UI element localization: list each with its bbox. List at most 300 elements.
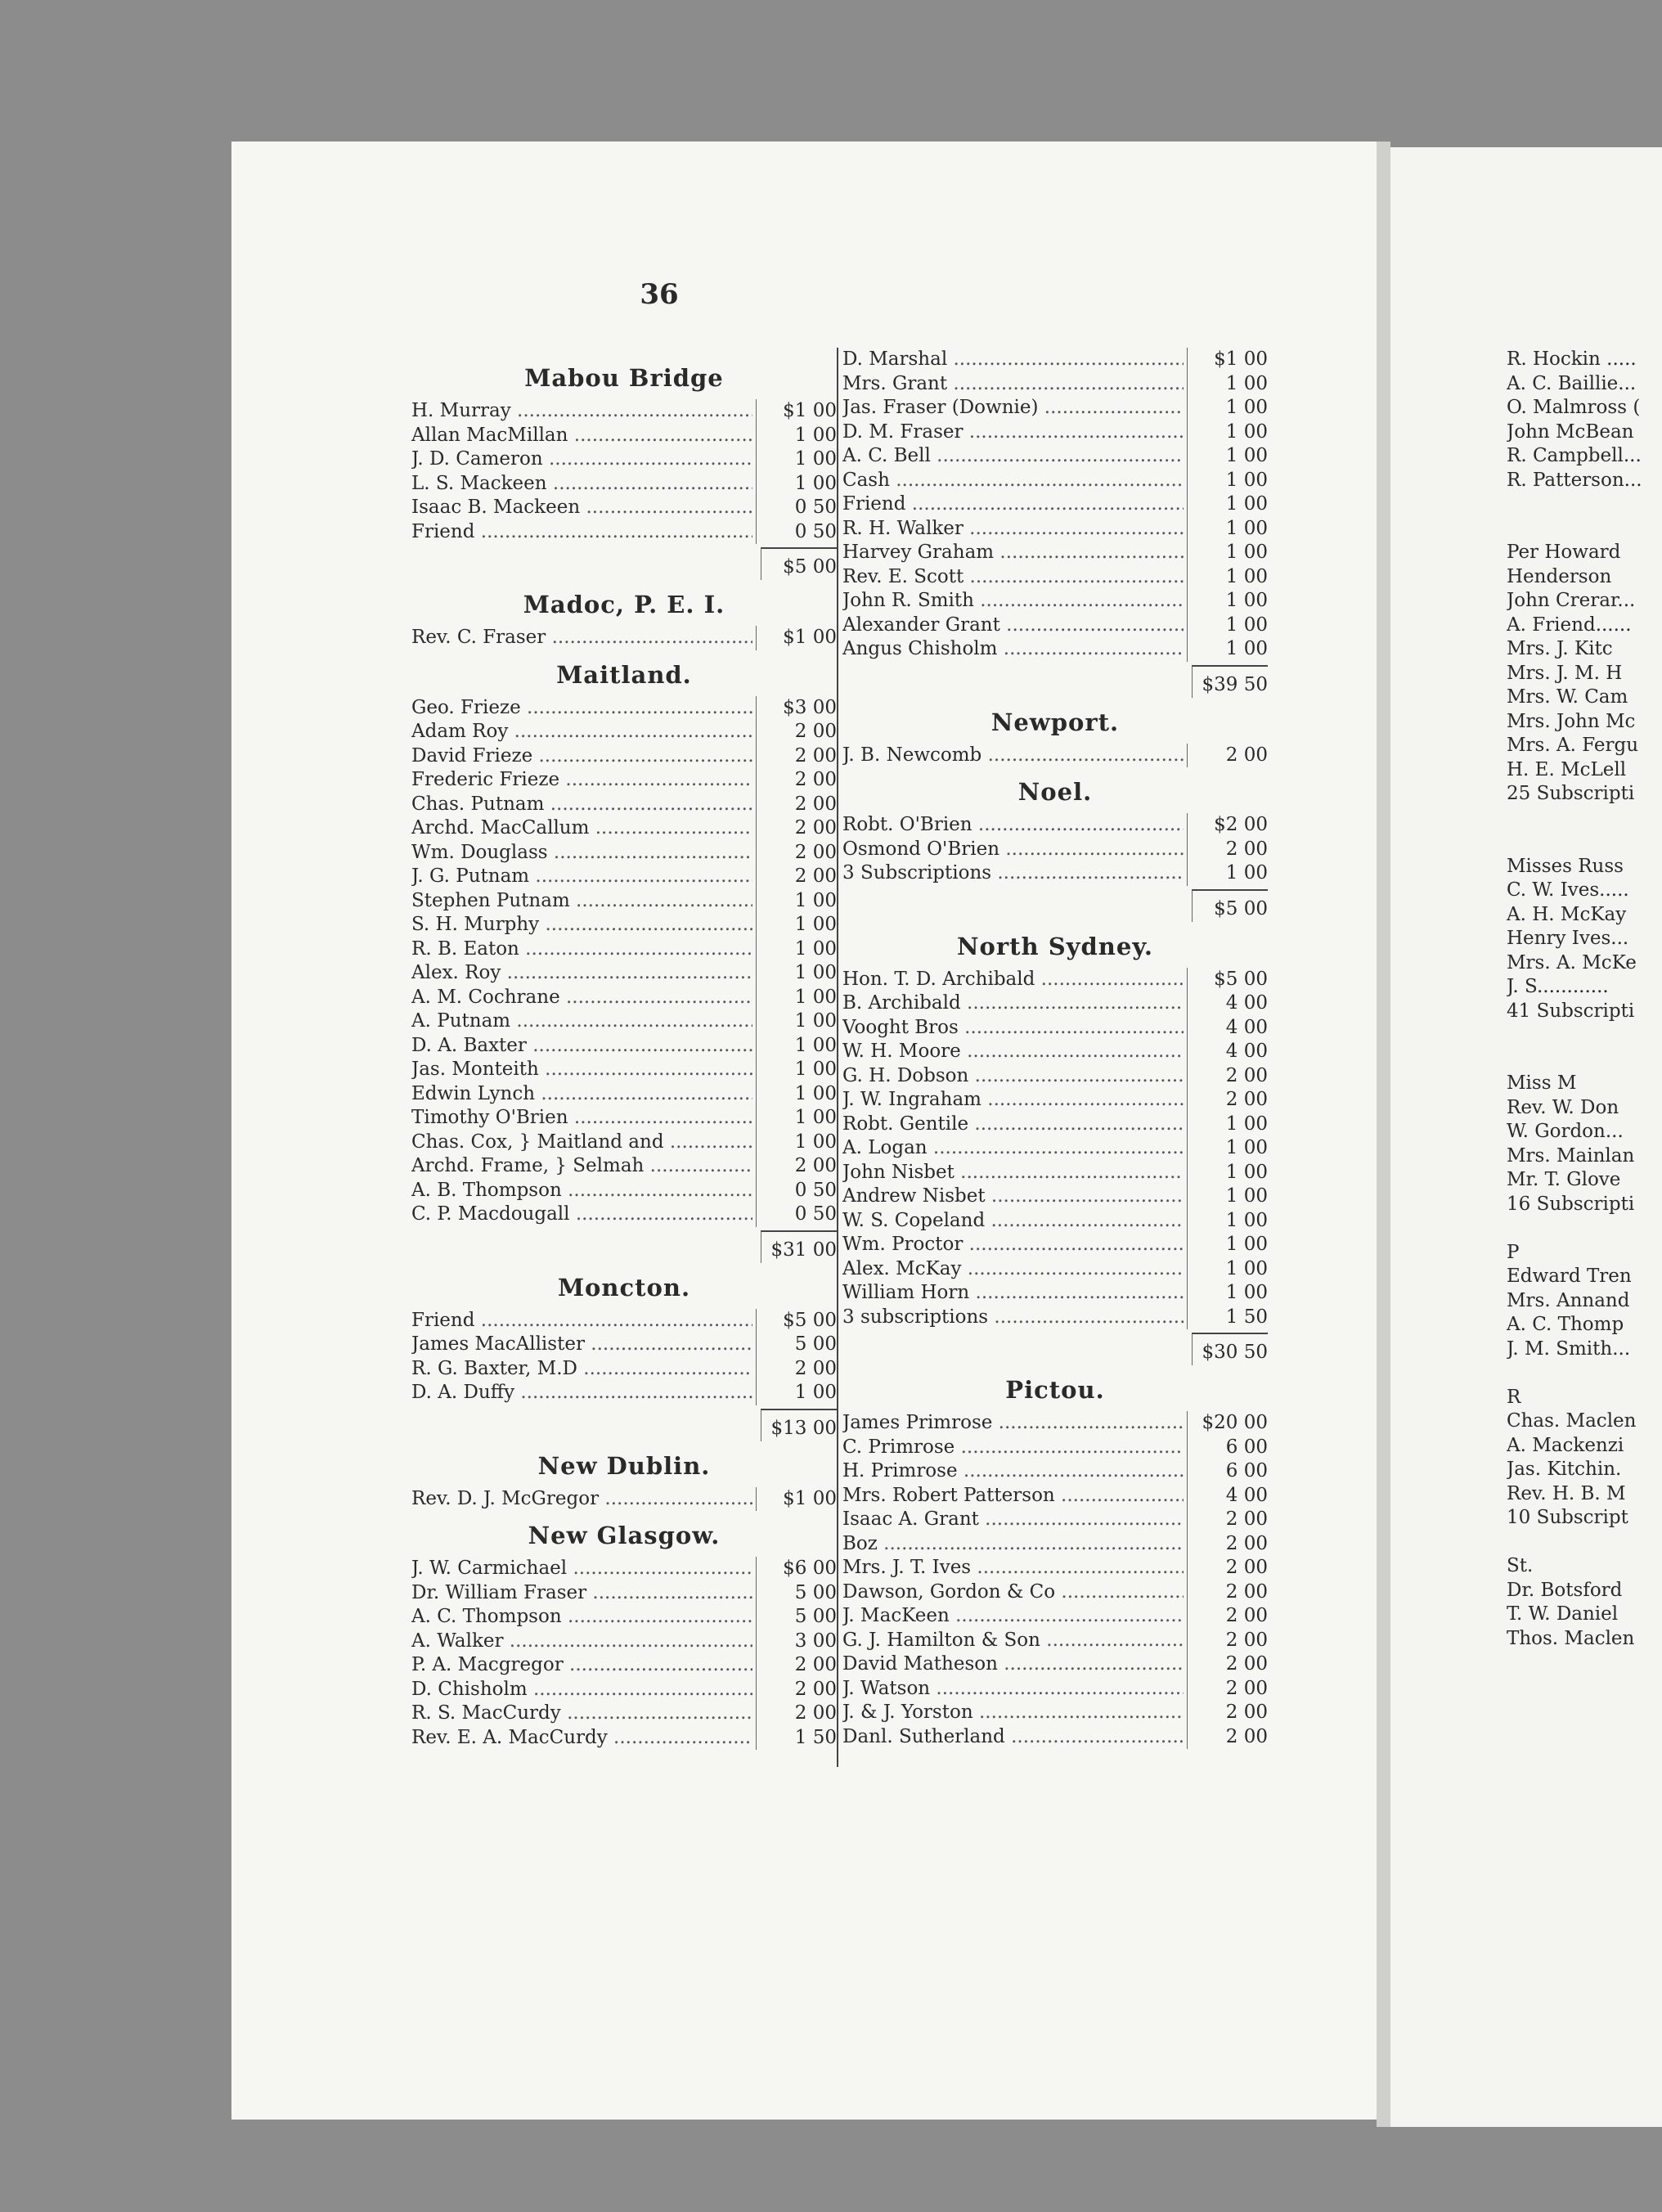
subscription-amount: 0 50 [756,496,837,520]
subscriber-name: S. H. Murphy ..... [411,913,752,937]
subscriber-row [411,626,837,650]
subscription-amount: 1 00 [1187,1209,1268,1234]
subscriber-name: Chas. Putnam ..... [411,793,752,817]
subscriber-row [842,1257,1268,1282]
subscriber-row [842,469,1268,493]
subscriber-name: Osmond O'Brien ..... [842,838,1184,862]
subscriber-name: B. Archibald ..... [842,991,1184,1016]
subscriber-name: J. G. Putnam ..... [411,865,752,889]
subscriber-row [411,1333,837,1357]
cropped-line [1507,1361,1662,1386]
subscription-amount: 2 00 [1187,1508,1268,1532]
subscriber-row [842,744,1268,768]
section-total-amount: $13 00 [761,1409,837,1441]
subscription-amount: 2 00 [756,1653,837,1678]
subscriber-row [842,1701,1268,1725]
subscriber-name: Stephen Putnam ..... [411,889,752,914]
subscriber-row [842,1580,1268,1605]
section [411,1263,837,1441]
cropped-line: Henry Ives... [1507,928,1629,949]
cropped-line: A. C. Thomp [1507,1314,1624,1335]
subscription-column-2 [842,348,1268,1749]
subscription-amount: 1 00 [1187,1161,1268,1185]
section [411,1511,837,1750]
subscriber-row [411,961,837,986]
subscription-amount: 2 00 [756,841,837,865]
subscription-amount: 1 00 [756,472,837,497]
subscription-amount: 1 00 [1187,444,1268,469]
subscriber-name: Jas. Monteith ..... [411,1058,752,1082]
subscription-amount: 1 00 [756,1082,837,1107]
subscriber-row [411,1381,837,1405]
subscriber-name: Allan MacMillan ..... [411,424,752,448]
subscriber-row [842,991,1268,1016]
subscriber-row [411,1309,837,1333]
subscription-amount: 4 00 [1187,1040,1268,1064]
subscriber-name: A. C. Bell ..... [842,444,1184,469]
subscriber-name: C. Primrose ..... [842,1436,1184,1460]
cropped-line: Mrs. Mainlan [1507,1144,1635,1167]
subscriber-name: Vooght Bros ..... [842,1016,1184,1041]
cropped-line: St. [1507,1555,1534,1576]
subscriber-name: John R. Smith ..... [842,589,1184,614]
subscription-amount: $6 00 [756,1557,837,1581]
subscription-amount: 1 00 [756,424,837,448]
subscriber-name: Alex. McKay ..... [842,1257,1184,1282]
subscriber-row [842,1411,1268,1436]
subscriber-row [411,1702,837,1726]
subscriber-name: D. A. Baxter ..... [411,1034,752,1059]
subscriber-row [842,1136,1268,1161]
subscriber-name: Dawson, Gordon & Co ..... [842,1580,1184,1605]
cropped-line: Misses Russ [1507,855,1624,877]
subscriber-name: Edwin Lynch ..... [411,1082,752,1107]
cropped-line [1507,1048,1662,1072]
subscription-amount: 2 00 [756,744,837,769]
cropped-line: J. S............ [1507,976,1609,997]
subscriber-name: James MacAllister ..... [411,1333,752,1357]
subscription-amount: 1 00 [756,889,837,914]
subscriber-name: Timothy O'Brien ..... [411,1106,752,1131]
subscription-amount: 1 00 [756,986,837,1010]
subscription-amount: 4 00 [1187,1016,1268,1041]
subscriber-row [411,816,837,841]
section-title: Pictou. [1005,1376,1105,1404]
page-gutter [1377,142,1390,2127]
subscriber-name: J. Watson ..... [842,1677,1184,1702]
subscriber-row [842,396,1268,420]
subscriber-name: Archd. Frame, } Selmah ..... [411,1154,752,1179]
subscription-amount: $2 00 [1187,813,1268,838]
subscriber-row [842,1064,1268,1089]
section [411,353,837,580]
subscription-amount: 1 00 [1187,1233,1268,1257]
subscriber-row [411,1058,837,1082]
section [411,650,837,1263]
subscriber-name: Rev. D. J. McGregor ..... [411,1487,752,1512]
cropped-line: R. Patterson... [1507,469,1642,491]
section-total-amount: $39 50 [1192,665,1268,698]
cropped-line: Mrs. A. Fergu [1507,735,1639,756]
subscriber-row [411,1557,837,1581]
section [411,1441,837,1512]
subscriber-name: P. A. Macgregor ..... [411,1653,752,1678]
subscriber-row [411,1179,837,1203]
subscriber-name: Mrs. J. T. Ives ..... [842,1556,1184,1580]
section-total [842,886,1268,922]
subscription-amount: 2 00 [756,1702,837,1726]
subscriber-name: Cash ..... [842,469,1184,493]
subscriber-name: D. A. Duffy ..... [411,1381,752,1405]
subscriber-name: Geo. Frieze ..... [411,696,752,721]
subscriber-row [411,986,837,1010]
subscriber-row [411,720,837,744]
subscriber-name: D. M. Fraser ..... [842,420,1184,445]
subscriber-name: D. Marshal ..... [842,348,1184,372]
cropped-line: Henderson [1507,565,1612,587]
subscriber-row [411,399,837,424]
section-title: Maitland. [556,660,692,689]
cropped-line: Mrs. W. Cam [1507,686,1628,708]
cropped-line: Mrs. A. McKe [1507,951,1637,973]
section-total [411,544,837,580]
subscriber-row [842,1556,1268,1580]
subscriber-row [411,841,837,865]
section-total [411,1405,837,1441]
subscriber-row [842,1484,1268,1508]
subscription-amount: 1 00 [756,1034,837,1059]
section-title: Moncton. [557,1273,691,1302]
cropped-line: P [1507,1241,1520,1263]
section-total [842,1329,1268,1365]
section [842,1365,1268,1749]
subscriber-name: Andrew Nisbet ..... [842,1185,1184,1209]
subscriber-row [842,1532,1268,1557]
subscriber-row [411,865,837,889]
subscriber-name: Frederic Frieze ..... [411,768,752,793]
subscription-amount: 2 00 [1187,1677,1268,1702]
subscriber-row [842,1088,1268,1113]
section-title: North Sydney. [957,932,1153,960]
subscriber-row [842,1677,1268,1702]
subscriber-row [411,496,837,520]
subscriber-name: Robt. Gentile ..... [842,1113,1184,1137]
subscriber-name: A. C. Thompson ..... [411,1605,752,1630]
subscriber-name: R. G. Baxter, M.D ..... [411,1357,752,1382]
subscriber-row [411,1678,837,1702]
subscriber-name: Alex. Roy ..... [411,961,752,986]
column-divider [837,348,838,1767]
subscriber-name: Isaac B. Mackeen ..... [411,496,752,520]
subscriber-row [411,1653,837,1678]
cropped-line: Thos. Maclen [1507,1627,1635,1649]
subscriber-name: Hon. T. D. Archibald ..... [842,968,1184,992]
subscriber-name: L. S. Mackeen ..... [411,472,752,497]
subscription-amount: $5 00 [756,1309,837,1333]
subscriber-name: J. D. Cameron ..... [411,447,752,472]
subscriber-row [411,889,837,914]
subscriber-row [842,1508,1268,1532]
subscriber-row [842,492,1268,517]
subscriber-row [842,1233,1268,1257]
subscriber-name: Friend ..... [411,1309,752,1333]
subscription-amount: 1 00 [756,447,837,472]
subscription-amount: 3 00 [756,1630,837,1654]
subscriber-row [411,1605,837,1630]
cropped-line: 41 Subscripti [1507,1000,1635,1022]
section [842,767,1268,922]
subscription-amount: 2 00 [756,1154,837,1179]
subscription-amount: 1 50 [1187,1306,1268,1330]
subscription-amount: 2 00 [756,793,837,817]
cropped-line: John McBean [1507,420,1634,443]
subscriber-name: Wm. Douglass ..... [411,841,752,865]
subscriber-name: R. H. Walker ..... [842,517,1184,542]
subscription-amount: 2 00 [1187,1652,1268,1677]
subscriber-name: J. B. Newcomb ..... [842,744,1184,768]
cropped-line: 10 Subscript [1507,1507,1628,1528]
subscription-amount: $3 00 [756,696,837,721]
cropped-line: R. Hockin ..... [1507,348,1637,370]
cropped-line: A. C. Baillie... [1507,372,1637,394]
subscription-amount: 1 00 [756,1381,837,1405]
subscription-amount: $20 00 [1187,1411,1268,1436]
subscription-amount: 2 00 [756,1357,837,1382]
subscriber-row [842,444,1268,469]
subscription-amount: $1 00 [756,626,837,650]
cropped-line: O. Malmross ( [1507,397,1641,418]
subscriber-row [842,1459,1268,1484]
cropped-line [1507,1531,1662,1555]
section [842,698,1268,768]
subscriber-row [842,1725,1268,1750]
subscriber-name: Rev. E. Scott ..... [842,565,1184,590]
subscription-amount: 1 00 [756,1106,837,1131]
subscriber-name: 3 subscriptions ..... [842,1306,1184,1330]
subscriber-row [411,1630,837,1654]
section-title: Madoc, P. E. I. [523,591,725,618]
subscriber-row [842,565,1268,590]
subscriber-name: Chas. Cox, } Maitland and ..... [411,1131,752,1155]
subscription-amount: 1 00 [756,1009,837,1034]
subscription-amount: 1 00 [1187,614,1268,638]
subscriber-name: D. Chisholm ..... [411,1678,752,1702]
subscriber-row [842,1161,1268,1185]
subscription-amount: 2 00 [1187,744,1268,768]
subscription-amount: 1 00 [1187,861,1268,886]
cropped-line: Per Howard [1507,542,1621,563]
subscriber-row [411,937,837,962]
subscription-amount: $1 00 [756,1487,837,1512]
subscriber-name: 3 Subscriptions ..... [842,861,1184,886]
cropped-line: Chas. Maclen [1507,1410,1637,1432]
section [842,348,1268,698]
cropped-line: Rev. W. Don [1507,1096,1619,1118]
cropped-line: H. E. McLell [1507,758,1627,780]
cropped-line [1507,517,1662,542]
subscriber-row [842,1604,1268,1629]
subscription-amount: 2 00 [756,865,837,889]
subscriber-name: John Nisbet ..... [842,1161,1184,1185]
subscriber-name: A. M. Cochrane ..... [411,986,752,1010]
section [842,922,1268,1366]
subscriber-row [842,637,1268,662]
subscription-amount: 0 50 [756,1203,837,1227]
cropped-line: Mr. T. Glove [1507,1169,1621,1190]
subscription-amount: 2 00 [1187,1064,1268,1089]
subscriber-name: Danl. Sutherland ..... [842,1725,1184,1750]
subscriber-row [842,968,1268,992]
subscription-column-1 [411,353,837,1750]
subscriber-name: Boz ..... [842,1532,1184,1557]
subscriber-row [842,541,1268,565]
cropped-line: John Crerar... [1507,590,1636,611]
cropped-line: Miss M [1507,1072,1577,1094]
section-total [411,1227,837,1263]
subscription-amount: 5 00 [756,1605,837,1630]
subscriber-row [411,424,837,448]
subscriber-name: J. MacKeen ..... [842,1604,1184,1629]
cropped-line: Edward Tren [1507,1266,1632,1287]
subscription-amount: $5 00 [1187,968,1268,992]
cropped-line [1507,807,1662,831]
subscription-amount: 2 00 [756,720,837,744]
subscription-amount: 2 00 [756,816,837,841]
subscriber-name: A. Logan ..... [842,1136,1184,1161]
subscriber-row [842,1016,1268,1041]
subscription-amount: 1 00 [1187,637,1268,662]
subscriber-row [842,861,1268,886]
subscriber-row [411,1034,837,1059]
subscriber-name: Rev. E. A. MacCurdy ..... [411,1726,752,1751]
section-title: New Glasgow. [528,1522,721,1549]
cropped-line [1507,830,1662,855]
subscriber-name: Friend ..... [842,492,1184,517]
subscriber-row [411,1357,837,1382]
subscription-amount: 1 00 [756,1131,837,1155]
subscriber-row [842,348,1268,372]
cropped-line [1507,492,1662,517]
subscriber-name: Friend ..... [411,520,752,545]
cropped-line: T. W. Daniel [1507,1603,1619,1625]
subscriber-name: Wm. Proctor ..... [842,1233,1184,1257]
subscriber-name: C. P. Macdougall ..... [411,1203,752,1227]
subscriber-row [842,1306,1268,1330]
subscription-amount: 5 00 [756,1581,837,1606]
subscriber-row [842,1652,1268,1677]
cropped-line: Mrs. J. Kitc [1507,638,1613,659]
cropped-line [1507,1023,1662,1048]
subscription-amount: 2 00 [756,768,837,793]
subscriber-name: J. W. Carmichael ..... [411,1557,752,1581]
subscriber-row [842,614,1268,638]
section-title: Mabou Bridge [524,364,724,392]
subscription-amount: 1 00 [1187,589,1268,614]
subscription-amount: 1 00 [756,913,837,937]
subscriber-row [842,1113,1268,1137]
subscriber-row [411,1581,837,1606]
subscriber-name: R. B. Eaton ..... [411,937,752,962]
subscription-amount: 1 00 [1187,541,1268,565]
subscription-amount: 1 00 [1187,1136,1268,1161]
subscription-amount: 1 00 [1187,372,1268,397]
subscription-amount: 1 00 [1187,517,1268,542]
subscriber-row [411,472,837,497]
section-title: New Dublin. [537,1451,711,1480]
subscriber-name: Angus Chisholm ..... [842,637,1184,662]
subscriber-name: Isaac A. Grant ..... [842,1508,1184,1532]
subscriber-row [842,1209,1268,1234]
subscriber-row [411,520,837,545]
subscription-amount: 1 00 [1187,492,1268,517]
subscription-amount: 4 00 [1187,991,1268,1016]
section-total [842,662,1268,698]
subscriber-name: Rev. C. Fraser ..... [411,626,752,650]
subscriber-name: Archd. MacCallum ..... [411,816,752,841]
subscriber-name: H. Primrose ..... [842,1459,1184,1484]
subscription-amount: 0 50 [756,520,837,545]
subscriber-row [411,744,837,769]
section-total-amount: $5 00 [1192,889,1268,922]
subscription-amount: 5 00 [756,1333,837,1357]
cropped-line [1507,1216,1662,1241]
subscriber-name: W. H. Moore ..... [842,1040,1184,1064]
subscription-amount: 1 00 [756,937,837,962]
subscriber-name: David Frieze ..... [411,744,752,769]
section-total-amount: $30 50 [1192,1333,1268,1365]
subscription-amount: 1 00 [1187,565,1268,590]
cropped-line: Mrs. John Mc [1507,710,1636,732]
subscriber-name: Alexander Grant ..... [842,614,1184,638]
subscriber-name: G. H. Dobson ..... [842,1064,1184,1089]
section-title: Newport. [990,708,1120,736]
cropped-line: 16 Subscripti [1507,1193,1635,1215]
section-total-amount: $31 00 [761,1230,837,1263]
subscriber-name: A. Putnam ..... [411,1009,752,1034]
subscription-amount: 2 00 [1187,1580,1268,1605]
subscriber-name: Robt. O'Brien ..... [842,813,1184,838]
subscriber-row [411,447,837,472]
subscription-amount: 2 00 [1187,1701,1268,1725]
subscriber-row [842,1629,1268,1653]
cropped-line: A. H. McKay [1507,903,1627,925]
cropped-line: A. Mackenzi [1507,1434,1624,1456]
subscription-amount: 2 00 [1187,1532,1268,1557]
subscriber-name: James Primrose ..... [842,1411,1184,1436]
subscription-amount: $1 00 [756,399,837,424]
subscriber-row [842,1040,1268,1064]
cropped-line: Rev. H. B. M [1507,1482,1626,1504]
subscriber-name: R. S. MacCurdy ..... [411,1702,752,1726]
subscriber-name: William Horn ..... [842,1281,1184,1306]
subscription-amount: $1 00 [1187,348,1268,372]
subscription-amount: 1 00 [756,1058,837,1082]
subscription-amount: 2 00 [1187,1088,1268,1113]
cropped-line: 25 Subscripti [1507,783,1635,804]
subscriber-row [411,1203,837,1227]
subscription-amount: 6 00 [1187,1436,1268,1460]
subscriber-name: A. B. Thompson ..... [411,1179,752,1203]
subscriber-row [411,913,837,937]
subscription-amount: 1 00 [1187,396,1268,420]
subscriber-name: A. Walker ..... [411,1630,752,1654]
subscription-amount: 2 00 [1187,1629,1268,1653]
cropped-line: Jas. Kitchin. [1507,1459,1622,1480]
subscription-amount: 2 00 [756,1678,837,1702]
subscriber-name: Dr. William Fraser ..... [411,1581,752,1606]
subscriber-row [842,1185,1268,1209]
subscriber-row [842,372,1268,397]
